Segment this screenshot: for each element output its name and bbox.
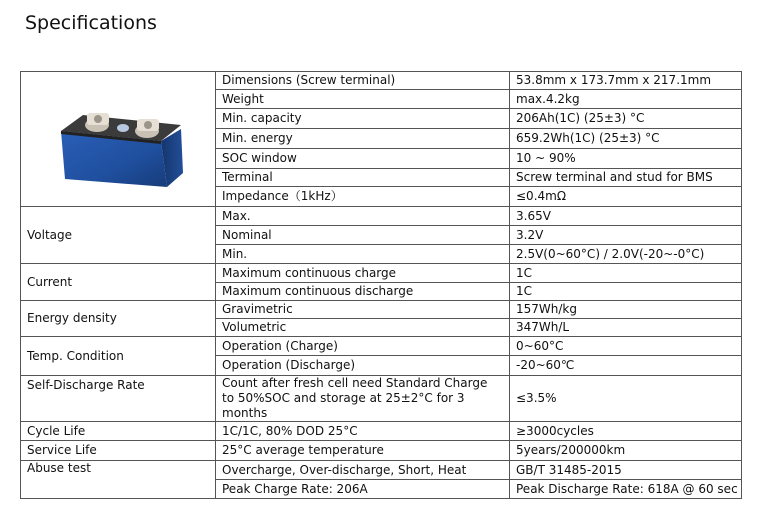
spec-value: -20~60℃: [510, 356, 742, 376]
table-row: [21, 337, 742, 356]
spec-value: 1C: [510, 264, 742, 283]
table-row: [21, 376, 742, 422]
spec-value: max.4.2kg: [510, 90, 742, 109]
spec-label: 25°C average temperature: [216, 441, 510, 461]
peak-charge-rate: Peak Charge Rate: 206A: [216, 480, 510, 499]
spec-label: Overcharge, Over-discharge, Short, Heat: [216, 461, 510, 480]
spec-value: 659.2Wh(1C) (25±3) °C: [510, 129, 742, 149]
spec-label: Count after fresh cell need Standard Charge to 50%SOC and storage at 25±2°C for 3 months: [216, 376, 510, 422]
table-row: [21, 461, 742, 480]
category-service-life: Service Life: [21, 441, 216, 461]
spec-label: Volumetric: [216, 319, 510, 337]
spec-label: SOC window: [216, 149, 510, 169]
spec-value: 10 ~ 90%: [510, 149, 742, 169]
battery-cell-image: [21, 72, 216, 207]
spec-value: 5years/200000km: [510, 441, 742, 461]
table-row: [21, 264, 742, 283]
spec-value: ≥3000cycles: [510, 422, 742, 441]
spec-label: Gravimetric: [216, 301, 510, 319]
spec-label: Dimensions (Screw terminal): [216, 72, 510, 90]
spec-label: Operation (Discharge): [216, 356, 510, 376]
spec-value: 0~60°C: [510, 337, 742, 356]
spec-label: 1C/1C, 80% DOD 25°C: [216, 422, 510, 441]
spec-label: Terminal: [216, 169, 510, 187]
spec-label: Maximum continuous charge: [216, 264, 510, 283]
category-energy-density: Energy density: [21, 301, 216, 337]
spec-value: 2.5V(0~60°C) / 2.0V(-20~-0°C): [510, 245, 742, 264]
table-row: [21, 422, 742, 441]
spec-label: Weight: [216, 90, 510, 109]
peak-discharge-rate: Peak Discharge Rate: 618A @ 60 sec: [510, 480, 742, 499]
spec-label: Impedance（1kHz）: [216, 187, 510, 207]
table-row: [21, 441, 742, 461]
spec-value: 3.2V: [510, 226, 742, 245]
spec-label: Max.: [216, 207, 510, 226]
spec-label: Min. capacity: [216, 109, 510, 129]
spec-value: Screw terminal and stud for BMS: [510, 169, 742, 187]
page-title: Specifications: [25, 12, 157, 34]
category-voltage: Voltage: [21, 207, 216, 264]
table-row: [21, 207, 742, 226]
category-abuse-test: Abuse test: [21, 461, 216, 499]
battery-cell-icon: [43, 89, 193, 189]
spec-label: Maximum continuous discharge: [216, 283, 510, 301]
spec-value: 157Wh/kg: [510, 301, 742, 319]
table-row: [21, 72, 742, 90]
spec-value: 206Ah(1C) (25±3) °C: [510, 109, 742, 129]
category-current: Current: [21, 264, 216, 301]
spec-value: ≤3.5%: [510, 376, 742, 422]
spec-value: 1C: [510, 283, 742, 301]
table-row: [21, 301, 742, 319]
category-cycle-life: Cycle Life: [21, 422, 216, 441]
spec-value: GB/T 31485-2015: [510, 461, 742, 480]
spec-label: Min. energy: [216, 129, 510, 149]
spec-value: 3.65V: [510, 207, 742, 226]
specifications-table: [20, 71, 742, 499]
category-temp-condition: Temp. Condition: [21, 337, 216, 376]
spec-value: ≤0.4mΩ: [510, 187, 742, 207]
spec-label: Min.: [216, 245, 510, 264]
spec-value: 53.8mm x 173.7mm x 217.1mm: [510, 72, 742, 90]
spec-value: 347Wh/L: [510, 319, 742, 337]
spec-label: Operation (Charge): [216, 337, 510, 356]
spec-label: Nominal: [216, 226, 510, 245]
category-self-discharge: Self-Discharge Rate: [21, 376, 216, 422]
